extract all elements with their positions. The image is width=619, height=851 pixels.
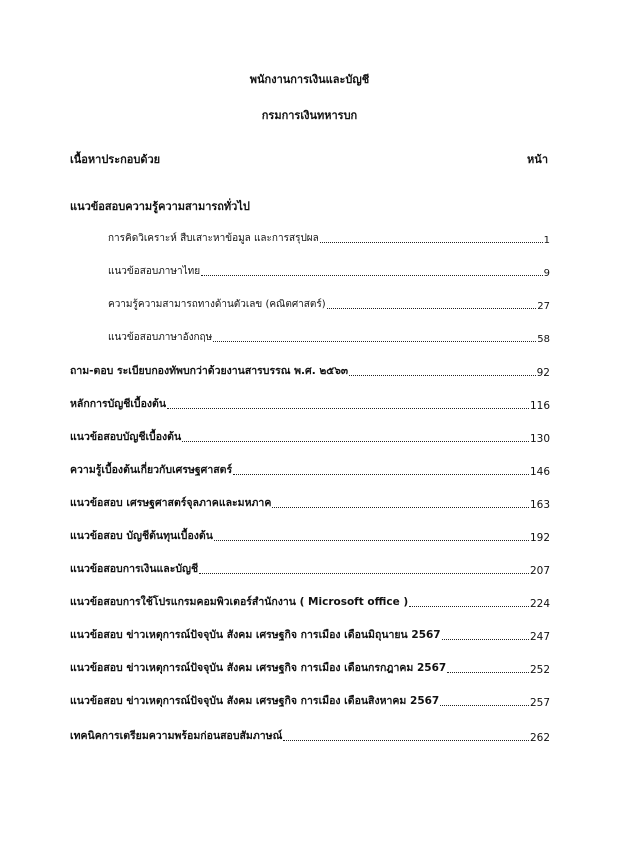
toc-item-page: 257	[529, 697, 550, 709]
toc-item	[70, 660, 550, 676]
page-column-label: หน้า	[527, 153, 548, 166]
document-subtitle: กรมการเงินทหารบก	[261, 109, 358, 122]
dot-leader	[167, 407, 529, 409]
dot-leader	[233, 473, 529, 475]
toc-item-page: 224	[529, 598, 550, 610]
toc-item-label: เทคนิคการเตรียมความพร้อมก่อนสอบสัมภาษณ์	[70, 730, 283, 742]
toc-item-page: 207	[529, 565, 550, 577]
toc-item	[70, 561, 550, 577]
toc-subitem-page: 27	[537, 301, 550, 312]
contents-label: เนื้อหาประกอบด้วย	[70, 153, 161, 166]
toc-subitem-label: แนวข้อสอบภาษาอังกฤษ	[108, 332, 213, 343]
toc-item	[70, 429, 550, 445]
toc-item	[70, 396, 550, 412]
toc-item-page: 247	[529, 631, 550, 643]
toc-item-label: แนวข้อสอบการเงินและบัญชี	[70, 563, 199, 575]
toc-item	[70, 462, 550, 478]
toc-item-page: 130	[529, 433, 550, 445]
toc-item-label: แนวข้อสอบ เศรษฐศาสตร์จุลภาคและมหภาค	[70, 497, 272, 509]
toc-subitem-label: ความรู้ความสามารถทางด้านตัวเลข (คณิตศาสตร์)	[108, 299, 326, 310]
dot-leader	[283, 739, 529, 741]
document-title: พนักงานการเงินและบัญชี	[249, 73, 370, 86]
dot-leader	[349, 374, 536, 376]
toc-subitem	[108, 230, 550, 246]
toc-item-page: 262	[529, 732, 550, 744]
toc-item-page: 192	[529, 532, 550, 544]
dot-leader	[409, 605, 529, 607]
section-heading: แนวข้อสอบความรู้ความสามารถทั่วไป	[70, 200, 250, 213]
toc-item	[70, 627, 550, 643]
toc-item-label: แนวข้อสอบ ข่าวเหตุการณ์ปัจจุบัน สังคม เศรษฐกิจ การเมือง เดือนกรกฎาคม 2567	[70, 662, 447, 674]
toc-item-label: แนวข้อสอบการใช้โปรแกรมคอมพิวเตอร์สำนักงาน ( Microsoft office )	[70, 596, 409, 608]
dot-leader	[327, 307, 537, 309]
toc-item-page: 163	[529, 499, 550, 511]
toc-item-label: หลักการบัญชีเบื้องต้น	[70, 398, 167, 410]
toc-subitem-label: แนวข้อสอบภาษาไทย	[108, 266, 201, 277]
toc-item-page: 92	[536, 367, 550, 379]
toc-item-page: 146	[529, 466, 550, 478]
toc-item	[70, 594, 550, 610]
toc-item-label: แนวข้อสอบ บัญชีต้นทุนเบื้องต้น	[70, 530, 213, 542]
toc-subitem	[108, 329, 550, 345]
dot-leader	[201, 274, 543, 276]
dot-leader	[272, 506, 529, 508]
dot-leader	[447, 671, 529, 673]
toc-subitem	[108, 263, 550, 279]
toc-item-page: 252	[529, 664, 550, 676]
toc-subitem-page: 9	[543, 268, 550, 279]
toc-subitem-page: 58	[537, 334, 550, 345]
toc-subitem	[108, 296, 550, 312]
toc-item-label: ความรู้เบื้องต้นเกี่ยวกับเศรษฐศาสตร์	[70, 464, 233, 476]
toc-item-label: แนวข้อสอบบัญชีเบื้องต้น	[70, 431, 182, 443]
toc-subitem-label: การคิดวิเคราะห์ สืบเสาะหาข้อมูล และการสรุปผล	[108, 233, 319, 244]
toc-header	[70, 150, 548, 168]
toc-item	[70, 495, 550, 511]
toc-item-label: แนวข้อสอบ ข่าวเหตุการณ์ปัจจุบัน สังคม เศรษฐกิจ การเมือง เดือนมิถุนายน 2567	[70, 629, 441, 641]
dot-leader	[320, 241, 543, 243]
dot-leader	[440, 704, 529, 706]
toc-item-label: ถาม-ตอบ ระเบียบกองทัพบกว่าด้วยงานสารบรรณ พ.ศ. ๒๕๖๓	[70, 365, 349, 377]
toc-item-page: 116	[529, 400, 550, 412]
dot-leader	[442, 638, 529, 640]
toc-item-label: แนวข้อสอบ ข่าวเหตุการณ์ปัจจุบัน สังคม เศรษฐกิจ การเมือง เดือนสิงหาคม 2567	[70, 695, 440, 707]
toc-subitem-page: 1	[543, 235, 550, 246]
dot-leader	[213, 340, 536, 342]
toc-item	[70, 728, 550, 744]
toc-item	[70, 693, 550, 709]
dot-leader	[182, 440, 529, 442]
toc-item	[70, 528, 550, 544]
toc-item	[70, 363, 550, 379]
dot-leader	[214, 539, 529, 541]
dot-leader	[199, 572, 529, 574]
